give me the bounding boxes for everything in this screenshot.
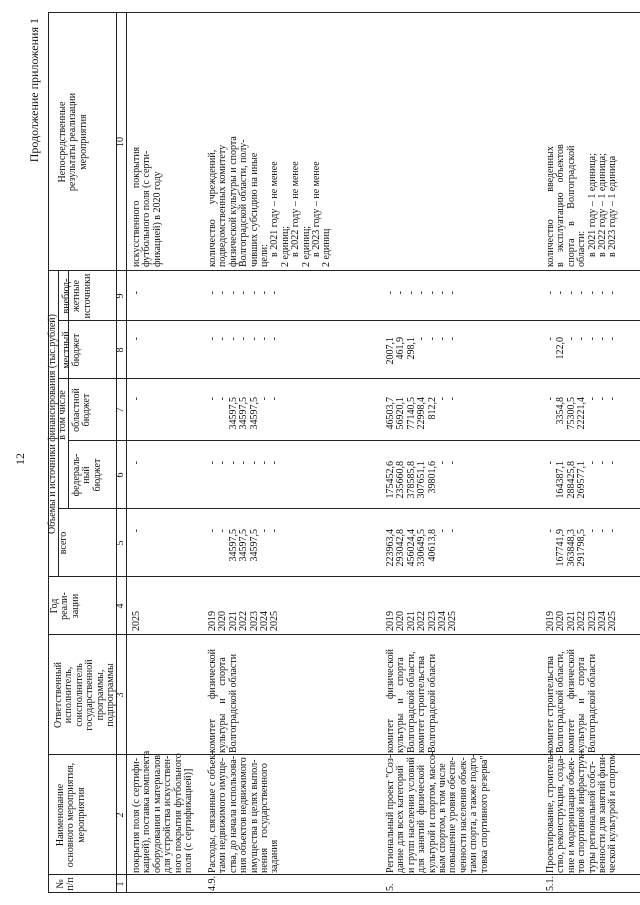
row-2-offbudget: - - - - - - -	[385, 291, 459, 295]
row-2-local: 2007,1 461,9 298,1 - - - -	[385, 337, 459, 365]
row-3-number: 5.1.	[545, 876, 556, 891]
row-3-offbudget: - - - - - - -	[545, 291, 619, 295]
col-border-4	[48, 576, 640, 577]
col-border-1	[48, 874, 640, 875]
col-number-7: 7	[115, 407, 126, 413]
row-1-federal: - - - - - - -	[207, 461, 281, 465]
row-2-number: 5.	[385, 883, 396, 891]
row-0-name: покрытия поля (с сертифи- кацией), поставка комплекта оборудования и материалов для устройства искусствен- ного покрытия футбольного поля (с сертификацией)]	[131, 750, 195, 873]
row-0-result: искусственного покрытия футбольного поля (с серти- фикацией) в 2020 году	[131, 146, 163, 267]
row-3-federal: - 164387,1 288425,8 269577,1 - - -	[545, 461, 619, 499]
row-3-name: Проектирование, строитель- ство, реконструкция, созда- ние и модернизация объек- тов спортивной инфраструк- туры региональной собст- венности для занятий физи- ческой культурой и спортом	[545, 750, 619, 873]
row-3-result: количество введенных в эксплуатацию объектов спорта в Волгоградской области: в 2021 году – 1 единица; в 2022 году – 1 единица; в 2023 году – 1 единица	[545, 144, 619, 267]
col-border-3	[48, 634, 640, 635]
col-number-8: 8	[115, 347, 126, 353]
row-3-regional: - 3354,8 75300,5 22221,4 - - -	[545, 397, 619, 430]
row-1-name: Расходы, связанные с объек- тами недвижимого имуще- ства, до начала использова- ния объектов недвижимого имущества в целях выпол- нения государственного задания	[207, 751, 281, 873]
row-1-result: количество учреждений, подведомственных комитету физической культуры и спорта Волгоградской области, полу- чивших субсидию на иные цели: в 2021 году – не менее 2 единиц; в 2022 году – не менее 2 единиц; в 2023 году – не менее 2 единиц	[207, 136, 333, 267]
row-1-total: - - 34597,5 34597,5 34597,5 - -	[207, 529, 281, 562]
row-0-years: 2025	[131, 611, 142, 631]
row-1-regional: - - 34597,5 34597,5 34597,5 - -	[207, 397, 281, 430]
header-years: Год реали- зации	[49, 592, 81, 620]
row-1-offbudget: - - - - - - -	[207, 291, 281, 295]
row-0-local: -	[131, 337, 142, 341]
header-activity-name: Наименование основного мероприятия, мероприятия	[55, 762, 87, 868]
row-2-executor: комитет физической культуры и спорта Волгоградской области, комитет строительства Волгоградской области	[385, 648, 438, 753]
col-number-4: 4	[115, 603, 126, 609]
col-border-9	[48, 270, 640, 271]
header-funding: Объемы и источники финансирования (тыс.рублей)	[47, 314, 58, 534]
header-results: Непосредственные результаты реализации мероприятия	[57, 92, 89, 192]
header-regional: областной бюджет	[71, 388, 93, 432]
header-offbudget: внебюд- жетные источники	[61, 273, 93, 319]
col-border-6	[68, 440, 640, 441]
row-3-executor: комитет строительства Волгоградской области, комитет физической культуры и спорта Волгоградской области	[545, 648, 598, 753]
col-number-5: 5	[115, 540, 126, 546]
row-0-total: -	[131, 529, 142, 533]
col-number-2: 2	[115, 812, 126, 818]
row-0-offbudget: -	[131, 291, 142, 295]
header-federal: федераль- ный бюджет	[71, 453, 103, 497]
row-2-federal: 175452,6 235660,8 378585,8 307651,1 39801,6 - -	[385, 461, 459, 499]
header-executor: Ответственный исполнитель, соисполнитель государственной программы, подпрограммы	[53, 659, 117, 731]
page-number: 12	[13, 453, 27, 465]
col-border-7	[58, 378, 640, 379]
header-incl: в том числе	[57, 390, 68, 440]
row-2-name: Региональный проект "Соз- дание для всех категорий и групп населения условий для занятий физической культурой и спортом, массо- вым спортом, в том числе повышение уровня обеспе- ченности населения объек- тами спорта, а также подго- товка спортивного резерва"	[385, 751, 490, 873]
col-border-8	[58, 320, 640, 321]
header-total: всего	[58, 531, 69, 555]
col-border-10	[48, 12, 640, 13]
row-1-years: 2019 2020 2021 2022 2023 2024 2025	[207, 611, 281, 631]
row-1-number: 4.9.	[207, 876, 218, 891]
row-3-years: 2019 2020 2021 2022 2023 2024 2025	[545, 611, 619, 631]
row-3-local: - 122,0 - - - - -	[545, 337, 619, 360]
row-0-federal: -	[131, 461, 142, 465]
header-local: местный бюджет	[61, 331, 83, 369]
row-1-local: - - - - - - -	[207, 337, 281, 341]
row-2-years: 2019 2020 2021 2022 2023 2024 2025	[385, 611, 459, 631]
header-number: № п/п	[55, 877, 77, 891]
col-number-1: 1	[115, 881, 126, 887]
col-number-6: 6	[115, 472, 126, 478]
col-border-5	[58, 508, 640, 509]
col-number-10: 10	[115, 137, 126, 147]
col-number-3: 3	[115, 692, 126, 698]
col-border-0	[48, 892, 640, 893]
row-2-regional: 46503,7 56920,1 77140,5 22998,4 812,2 - -	[385, 397, 459, 430]
col-number-9: 9	[115, 293, 126, 299]
row-0-regional: -	[131, 397, 142, 401]
row-3-total: - 167741,9 363848,3 291798,5 - - -	[545, 529, 619, 567]
continuation-title: Продолжение приложения 1	[27, 18, 41, 163]
row-2-total: 223963,4 293042,8 456024,4 330649,5 40613,8 - -	[385, 529, 459, 567]
row-1-executor: комитет физической культуры и спорта Волгоградской области	[207, 648, 239, 753]
